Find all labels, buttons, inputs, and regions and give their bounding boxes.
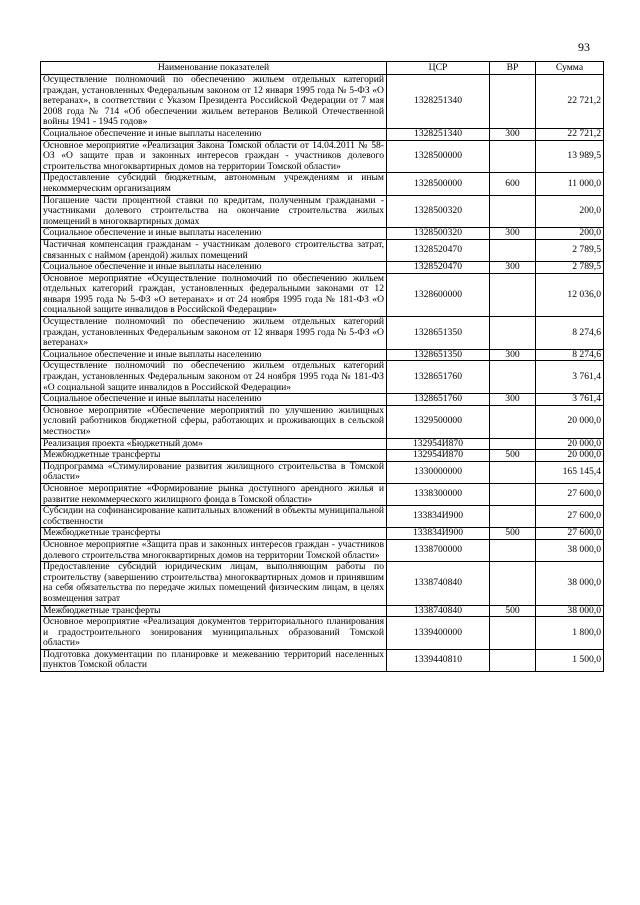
cell-sum: 3 761,4	[536, 361, 604, 394]
cell-vr: 300	[490, 349, 536, 361]
cell-name: Межбюджетные трансферты	[41, 528, 387, 540]
header-sum: Сумма	[536, 62, 604, 75]
table-row	[41, 361, 604, 394]
cell-name: Осуществление полномочий по обеспечению жильем отдельных категорий граждан, установленных Федеральным законом от 12 января 1995 года № 5-ФЗ «О ветеранах», в соответствии с Указом Президента Российской Федерации от 7 мая 2008 года № 714 «Об обеспечении жильем ветеранов Великой Отечественной войны 1941 - 1945 годов»	[41, 75, 387, 129]
table-row	[41, 317, 604, 350]
cell-name: Осуществление полномочий по обеспечению жильем отдельных категорий граждан, установленных Федеральным законом от 12 января 1995 года № 5-ФЗ «О ветеранах»	[41, 317, 387, 350]
header-name: Наименование показателей	[41, 62, 387, 75]
cell-csr: 1328600000	[387, 273, 490, 316]
cell-csr: 1338300000	[387, 483, 490, 505]
cell-name: Межбюджетные трансферты	[41, 450, 387, 462]
cell-sum: 2 789,5	[536, 239, 604, 261]
cell-sum: 1 800,0	[536, 617, 604, 650]
cell-vr: 300	[490, 394, 536, 406]
cell-sum: 27 600,0	[536, 506, 604, 528]
cell-csr: 1328500320	[387, 228, 490, 240]
table-row	[41, 140, 604, 173]
cell-sum: 20 000,0	[536, 450, 604, 462]
cell-csr: 1339400000	[387, 617, 490, 650]
table-row	[41, 438, 604, 450]
cell-sum: 3 761,4	[536, 394, 604, 406]
cell-csr: 1328651350	[387, 349, 490, 361]
cell-vr	[490, 239, 536, 261]
cell-csr: 1328651760	[387, 361, 490, 394]
cell-vr	[490, 461, 536, 483]
cell-sum: 38 000,0	[536, 539, 604, 561]
cell-csr: 1338700000	[387, 539, 490, 561]
cell-name: Основное мероприятие «Защита прав и законных интересов граждан - участников долевого строительства многоквартирных домов на территории Томской области»	[41, 539, 387, 561]
budget-table	[40, 61, 604, 672]
cell-name: Основное мероприятие «Реализация Закона Томской области от 14.04.2011 № 58-ОЗ «О защите прав и законных интересов граждан - участников долевого строительства многоквартирных домов на территории Томской области»	[41, 140, 387, 173]
cell-sum: 20 000,0	[536, 405, 604, 438]
cell-sum: 27 600,0	[536, 528, 604, 540]
cell-vr	[490, 506, 536, 528]
table-row	[41, 562, 604, 605]
cell-csr: 1328500000	[387, 140, 490, 173]
cell-csr: 132954И870	[387, 450, 490, 462]
cell-sum: 200,0	[536, 228, 604, 240]
cell-sum: 8 274,6	[536, 349, 604, 361]
cell-sum: 22 721,2	[536, 75, 604, 129]
cell-csr: 133834И900	[387, 506, 490, 528]
cell-csr: 1338740840	[387, 562, 490, 605]
cell-name: Подпрограмма «Стимулирование развития жилищного строительства в Томской области»	[41, 461, 387, 483]
cell-name: Межбюджетные трансферты	[41, 605, 387, 617]
cell-vr	[490, 273, 536, 316]
cell-vr	[490, 483, 536, 505]
cell-name: Осуществление полномочий по обеспечению жильем отдельных категорий граждан, установленных Федеральным законом от 24 ноября 1995 года № 181-ФЗ «О социальной защите инвалидов в Российской Федерации»	[41, 361, 387, 394]
cell-csr: 1338740840	[387, 605, 490, 617]
table-row	[41, 394, 604, 406]
table-row	[41, 173, 604, 195]
table-row	[41, 539, 604, 561]
cell-sum: 165 145,4	[536, 461, 604, 483]
cell-sum: 8 274,6	[536, 317, 604, 350]
cell-sum: 38 000,0	[536, 605, 604, 617]
cell-sum: 38 000,0	[536, 562, 604, 605]
cell-name: Субсидии на софинансирование капитальных вложений в объекты муниципальной собственности	[41, 506, 387, 528]
header-vr: ВР	[490, 62, 536, 75]
cell-vr	[490, 562, 536, 605]
cell-vr	[490, 617, 536, 650]
cell-csr: 1330000000	[387, 461, 490, 483]
table-row	[41, 528, 604, 540]
cell-vr	[490, 649, 536, 671]
cell-sum: 1 500,0	[536, 649, 604, 671]
table-row	[41, 506, 604, 528]
cell-csr: 1328251340	[387, 128, 490, 140]
table-row	[41, 128, 604, 140]
cell-csr: 1339440810	[387, 649, 490, 671]
cell-vr	[490, 405, 536, 438]
cell-name: Социальное обеспечение и иные выплаты населению	[41, 394, 387, 406]
table-row	[41, 239, 604, 261]
cell-sum: 200,0	[536, 195, 604, 228]
table-row	[41, 617, 604, 650]
cell-vr	[490, 75, 536, 129]
cell-csr: 1328520470	[387, 262, 490, 274]
cell-vr: 300	[490, 228, 536, 240]
table-row	[41, 450, 604, 462]
table-row	[41, 262, 604, 274]
table-row	[41, 649, 604, 671]
cell-name: Подготовка документации по планировке и межеванию территорий населенных пунктов Томской области	[41, 649, 387, 671]
cell-vr	[490, 438, 536, 450]
cell-vr: 300	[490, 128, 536, 140]
cell-sum: 27 600,0	[536, 483, 604, 505]
table-body	[41, 75, 604, 672]
cell-name: Основное мероприятие «Обеспечение мероприятий по улучшению жилищных условий работников бюджетной сферы, работающих и проживающих в сельской местности»	[41, 405, 387, 438]
cell-name: Погашение части процентной ставки по кредитам, полученным гражданами - участниками долевого строительства на окончание строительства жилых помещений в многоквартирных домах	[41, 195, 387, 228]
cell-vr	[490, 361, 536, 394]
cell-csr: 132954И870	[387, 438, 490, 450]
cell-vr: 500	[490, 605, 536, 617]
cell-sum: 13 989,5	[536, 140, 604, 173]
cell-csr: 133834И900	[387, 528, 490, 540]
header-csr: ЦСР	[387, 62, 490, 75]
cell-name: Социальное обеспечение и иные выплаты населению	[41, 349, 387, 361]
cell-vr: 500	[490, 528, 536, 540]
cell-name: Основное мероприятие «Формирование рынка доступного арендного жилья и развитие некоммерческого жилищного фонда в Томской области»	[41, 483, 387, 505]
cell-name: Предоставление субсидий юридическим лицам, выполняющим работы по строительству (завершению строительства) многоквартирных домов и принявшим на себя обязательства по передаче жилых помещений физическим лицам, в целях возмещения затрат	[41, 562, 387, 605]
cell-name: Предоставление субсидий бюджетным, автономным учреждениям и иным некоммерческим организациям	[41, 173, 387, 195]
cell-csr: 1328500320	[387, 195, 490, 228]
cell-name: Основное мероприятие «Осуществление полномочий по обеспечению жильем отдельных категорий граждан, установленных федеральными законами от 12 января 1995 года № 5-ФЗ «О ветеранах» и от 24 ноября 1995 года № 181-ФЗ «О социальной защите инвалидов в Российской Федерации»	[41, 273, 387, 316]
cell-vr: 300	[490, 262, 536, 274]
cell-name: Частичная компенсация гражданам - участникам долевого строительства затрат, связанных с наймом (арендой) жилых помещений	[41, 239, 387, 261]
page-number: 93	[578, 40, 590, 54]
cell-sum: 22 721,2	[536, 128, 604, 140]
cell-sum: 12 036,0	[536, 273, 604, 316]
cell-vr	[490, 195, 536, 228]
cell-name: Социальное обеспечение и иные выплаты населению	[41, 262, 387, 274]
cell-vr: 500	[490, 450, 536, 462]
table-row	[41, 349, 604, 361]
table-row	[41, 605, 604, 617]
cell-vr	[490, 317, 536, 350]
cell-vr	[490, 539, 536, 561]
cell-name: Социальное обеспечение и иные выплаты населению	[41, 228, 387, 240]
cell-csr: 1328500000	[387, 173, 490, 195]
cell-csr: 1328651350	[387, 317, 490, 350]
cell-vr: 600	[490, 173, 536, 195]
table-row	[41, 405, 604, 438]
cell-csr: 1329500000	[387, 405, 490, 438]
cell-name: Реализация проекта «Бюджетный дом»	[41, 438, 387, 450]
cell-sum: 2 789,5	[536, 262, 604, 274]
header-row	[41, 62, 604, 75]
cell-csr: 1328251340	[387, 75, 490, 129]
cell-vr	[490, 140, 536, 173]
cell-name: Социальное обеспечение и иные выплаты населению	[41, 128, 387, 140]
table-row	[41, 273, 604, 316]
cell-name: Основное мероприятие «Реализация документов территориального планирования и градостроительного зонирования муниципальных образований Томской области»	[41, 617, 387, 650]
cell-csr: 1328520470	[387, 239, 490, 261]
table-row	[41, 75, 604, 129]
table-row	[41, 461, 604, 483]
cell-csr: 1328651760	[387, 394, 490, 406]
table-row	[41, 195, 604, 228]
cell-sum: 20 000,0	[536, 438, 604, 450]
table-row	[41, 228, 604, 240]
cell-sum: 11 000,0	[536, 173, 604, 195]
table-row	[41, 483, 604, 505]
